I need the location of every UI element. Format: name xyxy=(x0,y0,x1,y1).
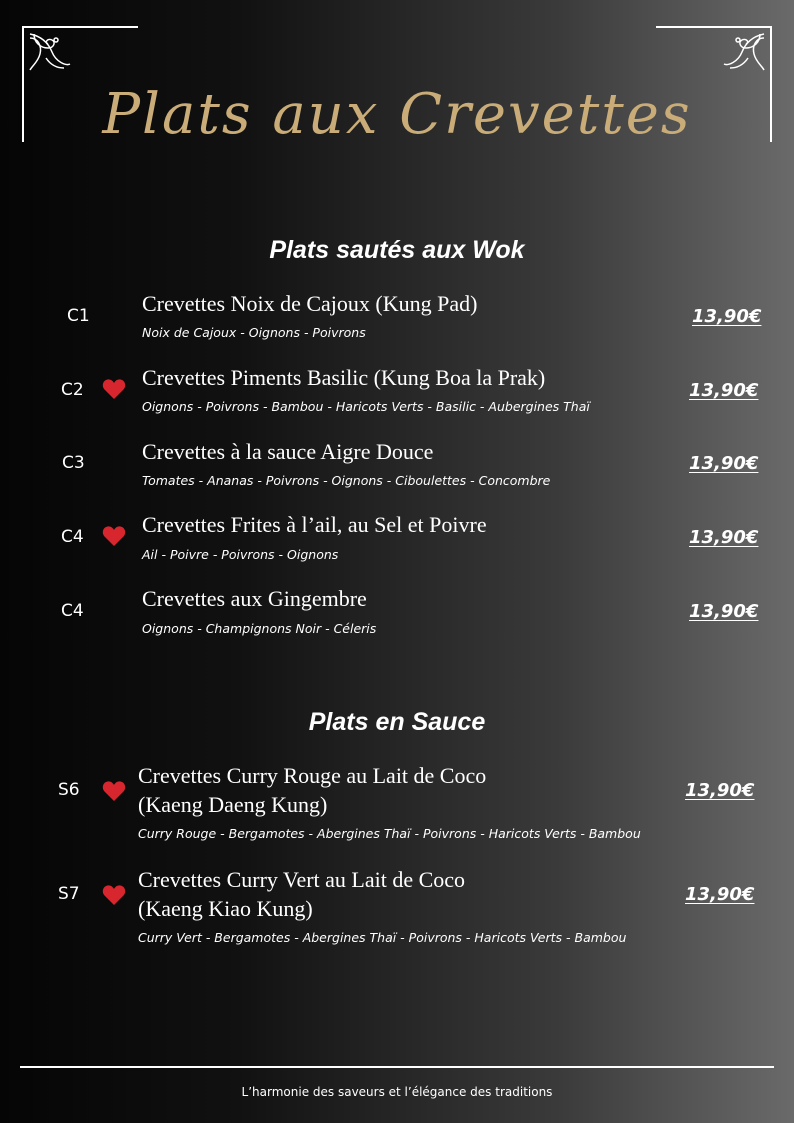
item-code: C4 xyxy=(61,527,84,547)
frame-top-right-horizontal xyxy=(656,26,772,28)
item-name-line-2: (Kaeng Daeng Kung) xyxy=(138,792,328,817)
item-description: Tomates - Ananas - Poivrons - Oignons - Ciboulettes - Concombre xyxy=(142,473,551,488)
section-title-sauce: Plats en Sauce xyxy=(308,708,486,736)
item-price: 13,90€ xyxy=(689,527,759,548)
page-title: Plats aux Crevettes xyxy=(102,82,692,147)
item-name: Crevettes Noix de Cajoux (Kung Pad) xyxy=(142,291,478,316)
item-price: 13,90€ xyxy=(685,780,755,801)
item-price: 13,90€ xyxy=(689,601,759,622)
item-name: Crevettes Piments Basilic (Kung Boa la Prak) xyxy=(142,365,546,390)
item-code: C4 xyxy=(61,601,84,621)
item-name-line-1: Crevettes Curry Rouge au Lait de Coco xyxy=(138,763,487,788)
ornament-top-right-icon xyxy=(720,30,768,74)
heart-icon xyxy=(102,884,126,906)
item-price: 13,90€ xyxy=(689,453,759,474)
item-price: 13,90€ xyxy=(685,884,755,905)
frame-top-left-horizontal xyxy=(22,26,138,28)
ornament-top-left-icon xyxy=(26,30,74,74)
item-description: Noix de Cajoux - Oignons - Poivrons xyxy=(142,325,366,340)
footer-tagline: L’harmonie des saveurs et l’élégance des traditions xyxy=(241,1085,553,1099)
heart-icon xyxy=(102,378,126,400)
footer-divider xyxy=(20,1066,774,1068)
item-name: Crevettes à la sauce Aigre Douce xyxy=(142,439,434,464)
item-price: 13,90€ xyxy=(689,380,759,401)
item-name-line-1: Crevettes Curry Vert au Lait de Coco xyxy=(138,867,466,892)
item-description: Curry Rouge - Bergamotes - Abergines Thaï - Poivrons - Haricots Verts - Bambou xyxy=(138,826,641,841)
section-title-wok: Plats sautés aux Wok xyxy=(269,236,525,264)
item-description: Oignons - Champignons Noir - Céleris xyxy=(142,621,377,636)
item-code: C3 xyxy=(62,453,85,473)
item-code: C2 xyxy=(61,380,84,400)
item-price: 13,90€ xyxy=(692,306,762,327)
item-name: Crevettes Frites à l’ail, au Sel et Poivre xyxy=(142,512,487,537)
item-code: C1 xyxy=(67,306,90,326)
item-code: S6 xyxy=(58,780,80,800)
item-description: Ail - Poivre - Poivrons - Oignons xyxy=(142,547,339,562)
heart-icon xyxy=(102,780,126,802)
item-code: S7 xyxy=(58,884,80,904)
heart-icon xyxy=(102,525,126,547)
item-name: Crevettes aux Gingembre xyxy=(142,586,367,611)
item-description: Curry Vert - Bergamotes - Abergines Thaï - Poivrons - Haricots Verts - Bambou xyxy=(138,930,627,945)
item-description: Oignons - Poivrons - Bambou - Haricots Verts - Basilic - Aubergines Thaï xyxy=(142,399,590,414)
item-name-line-2: (Kaeng Kiao Kung) xyxy=(138,896,313,921)
